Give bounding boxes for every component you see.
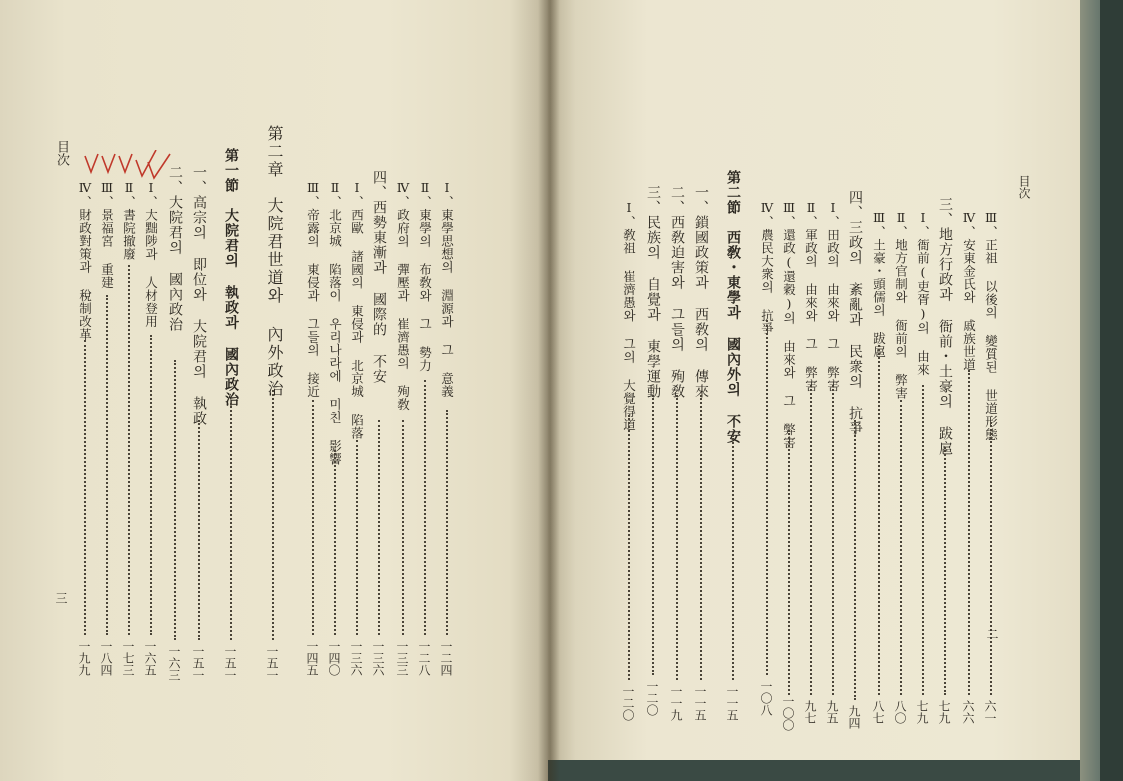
toc-entry-text: Ⅳ、農民大衆의 抗爭 bbox=[759, 200, 775, 335]
toc-entry-page: 一一五 bbox=[725, 685, 739, 721]
toc-entry-page: 一二〇 bbox=[645, 680, 659, 716]
toc-entry-text: Ⅰ、西歐 諸國의 東侵과 北京城 陷落 bbox=[349, 180, 365, 440]
toc-entry-page: 一二四 bbox=[439, 640, 453, 676]
toc-entry-page: 一五一 bbox=[223, 645, 237, 681]
toc-entry-page: 一四五 bbox=[305, 640, 319, 676]
toc-entry-text: 二、西敎迫害와 그들의 殉敎 bbox=[669, 185, 685, 399]
toc-entry-page: 一八四 bbox=[99, 640, 113, 676]
toc-entry-text: 三、民族의 自覺과 東學運動 bbox=[645, 185, 661, 399]
book-gutter-shadow bbox=[538, 0, 560, 781]
toc-entry-text: Ⅱ、地方官制와 衙前의 弊害 bbox=[893, 210, 909, 400]
handwritten-check-marks-icon bbox=[82, 150, 172, 180]
toc-entry-text: 四、西勢東漸과 國際的 不安 bbox=[371, 170, 387, 384]
toc-entry-text: Ⅳ、財政對策과 稅制改革 bbox=[77, 180, 93, 341]
toc-entry-text: Ⅳ、政府의 彈壓과 崔濟愚의 殉敎 bbox=[395, 180, 411, 411]
toc-entry-page: 一六五 bbox=[143, 640, 157, 676]
toc-entry-text: Ⅰ、衙前(吏胥)의 由來 bbox=[915, 210, 931, 376]
toc-entry-text: Ⅳ、安東金氏와 戚族世道 bbox=[961, 210, 977, 371]
left-page: 目次 Ⅰ、東學思想의 淵源과 그 意義 一二四 Ⅱ、東學의 布敎와 그 勢力 一二八 Ⅳ、政府의 彈壓과 崔濟愚의 殉敎 一三三 四、西勢東漸과 國際的 不安 一三六 Ⅰ、西歐 諸國의 東侵과 北京城 陷落 一三六 Ⅱ、北京城 陷落이 우리나라에 미친 影響 一四〇 Ⅲ、帝露의 東侵과 그들의 接近 一四五 第二章 大院君世道와 內外政治 一五一 第一節 大院君의 執政과 國內政治 一五一 一、高宗의 即位와 大院君의 執政 一五一 二、大院君의 國內政治 一六三 Ⅰ、大黜陟과 人材登用 一六五 Ⅱ、書院撤廢 一七三 Ⅲ、景福宮 重建 一八四 Ⅳ、財政對策과 稅制改革 一九九 三 bbox=[0, 0, 548, 781]
toc-entry-text: 一、高宗의 即位와 大院君의 執政 bbox=[191, 165, 207, 426]
toc-entry-page: 九五 bbox=[825, 700, 839, 724]
toc-entry-text: Ⅱ、軍政의 由來와 그 弊害 bbox=[803, 200, 819, 392]
toc-entry-text: Ⅰ、大黜陟과 人材登用 bbox=[143, 180, 159, 328]
toc-entry-page: 一一九 bbox=[669, 685, 683, 721]
toc-section-text: 第二節 西敎・東學과 國內外의 不安 bbox=[725, 170, 741, 444]
toc-entry-page: 一六三 bbox=[167, 645, 181, 681]
toc-entry-page: 六六 bbox=[961, 700, 975, 724]
toc-entry-page: 一四〇 bbox=[327, 640, 341, 676]
toc-entry-text: Ⅲ、正祖 以後의 變質된 世道形態 bbox=[983, 210, 999, 441]
toc-entry-page: 一〇〇 bbox=[781, 695, 795, 731]
toc-entry-page: 一一五 bbox=[693, 685, 707, 721]
toc-entry-page: 六一 bbox=[983, 700, 997, 724]
toc-entry-text: Ⅲ、帝露의 東侵과 그들의 接近 bbox=[305, 180, 321, 398]
toc-entry-page: 一〇八 bbox=[759, 680, 773, 716]
toc-entry-text: Ⅲ、還政(還穀)의 由來와 그 弊害 bbox=[781, 200, 797, 449]
toc-entry-text: 二、大院君의 國內政治 bbox=[167, 165, 183, 332]
toc-entry-page: 一三六 bbox=[349, 640, 363, 676]
toc-entry-text: Ⅱ、書院撤廢 bbox=[121, 180, 137, 261]
toc-entry-page: 一九九 bbox=[77, 640, 91, 676]
toc-entry-page: 七九 bbox=[937, 700, 951, 724]
toc-entry-page: 八七 bbox=[871, 700, 885, 724]
toc-entry-page: 一三三 bbox=[395, 640, 409, 676]
book-spine-edge bbox=[1100, 0, 1123, 781]
toc-entry-text: Ⅰ、田政의 由來와 그 弊害 bbox=[825, 200, 841, 392]
toc-entry-text: Ⅱ、北京城 陷落이 우리나라에 미친 影響 bbox=[327, 180, 343, 466]
toc-entry-text: Ⅲ、景福宮 重建 bbox=[99, 180, 115, 289]
toc-entry-text: Ⅲ、土豪・頭儒의 跋扈 bbox=[871, 210, 887, 358]
toc-entry-text: 四、三政의 紊亂과 民衆의 抗爭 bbox=[847, 190, 863, 436]
toc-entry-page: 九七 bbox=[803, 700, 817, 724]
right-page: 目次 Ⅲ、正祖 以後의 變質된 世道形態 六一 Ⅳ、安東金氏와 戚族世道 六六 三、地方行政과 衙前・土豪의 跋扈 七九 Ⅰ、衙前(吏胥)의 由來 七九 Ⅱ、地方官制와 衙前의 弊害 八〇 Ⅲ、土豪・頭儒의 跋扈 八七 四、三政의 紊亂과 民衆의 抗爭 九四 Ⅰ、田政의 由來와 그 弊害 九五 Ⅱ、軍政의 由來와 그 弊害 九七 Ⅲ、還政(還穀)의 由來와 그 弊害 一〇〇 Ⅳ、農民大衆의 抗爭 一〇八 第二節 西敎・東學과 國內外의 不安 一一五 一、鎖國政策과 西敎의 傳來 一一五 二、西敎迫害와 그들의 殉敎 一一九 三、民族의 自覺과 東學運動 一二〇 Ⅰ、敎祖 崔濟愚와 그의 大覺得道 一二〇 二 bbox=[548, 0, 1103, 760]
toc-entry-page: 一三六 bbox=[371, 640, 385, 676]
toc-entry-text: 一、鎖國政策과 西敎의 傳來 bbox=[693, 185, 709, 399]
toc-entry-page: 七九 bbox=[915, 700, 929, 724]
toc-entry-page: 一二〇 bbox=[621, 685, 635, 721]
toc-entry-page: 九四 bbox=[847, 705, 861, 729]
toc-entry-page: 八〇 bbox=[893, 700, 907, 724]
toc-entry-page: 一五一 bbox=[191, 645, 205, 681]
toc-chapter-text: 第二章 大院君世道와 內外政治 bbox=[265, 125, 284, 398]
toc-entry-page: 一五一 bbox=[265, 645, 279, 681]
toc-entry-text: Ⅱ、東學의 布敎와 그 勢力 bbox=[417, 180, 433, 372]
toc-section-text: 第一節 大院君의 執政과 國內政治 bbox=[223, 148, 239, 407]
toc-entry-text: 三、地方行政과 衙前・土豪의 跋扈 bbox=[937, 197, 953, 456]
toc-entry-page: 一七三 bbox=[121, 640, 135, 676]
toc-entry-text: Ⅰ、東學思想의 淵源과 그 意義 bbox=[439, 180, 455, 398]
toc-entry-page: 一二八 bbox=[417, 640, 431, 676]
toc-entry-text: Ⅰ、敎祖 崔濟愚와 그의 大覺得道 bbox=[621, 200, 637, 431]
